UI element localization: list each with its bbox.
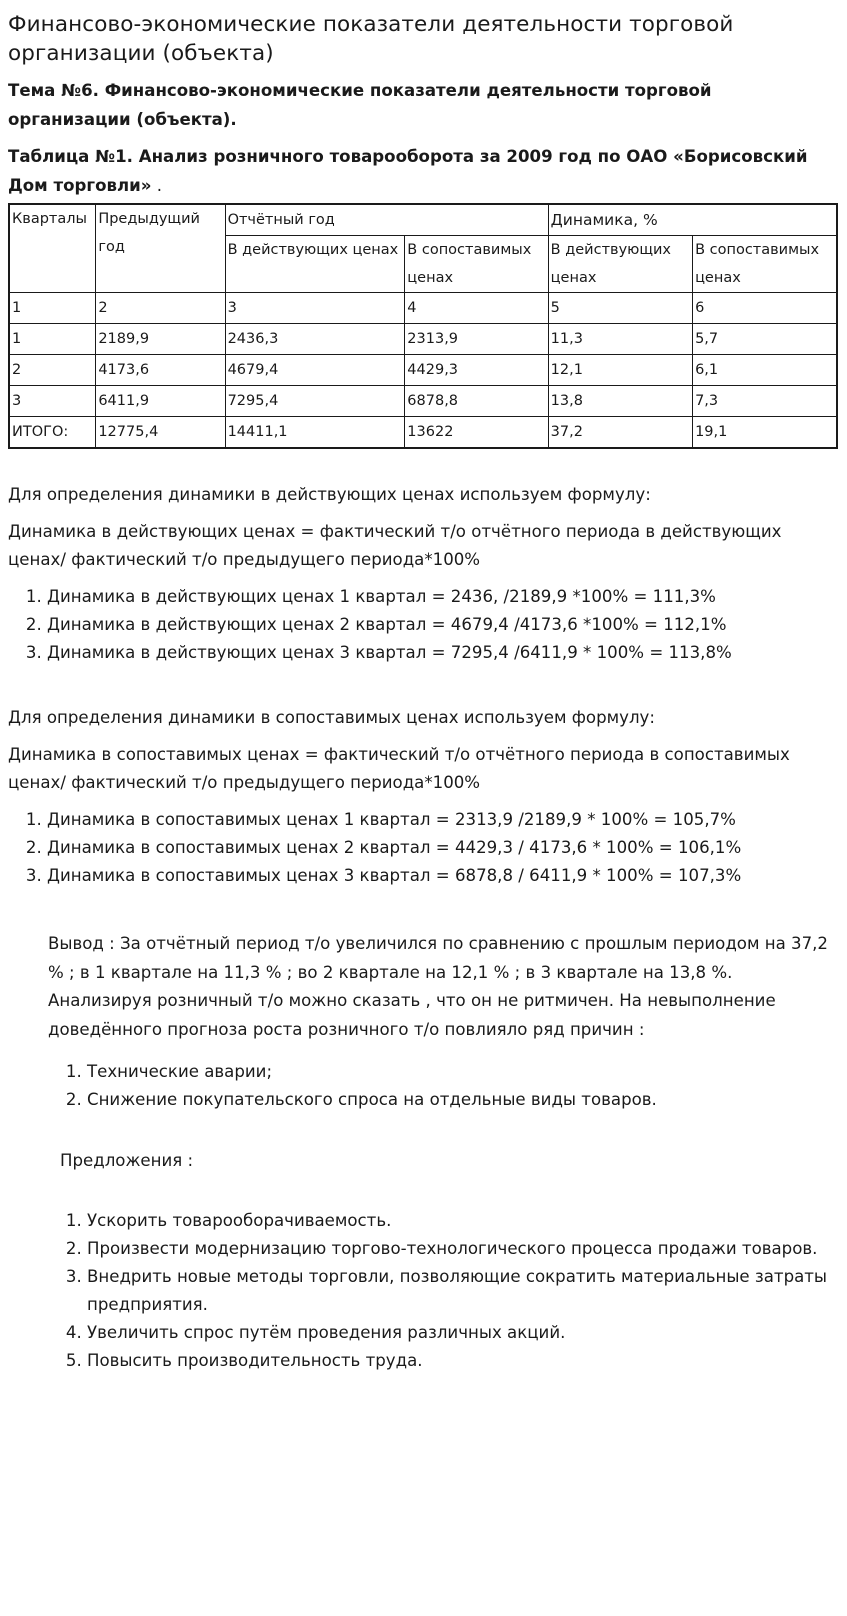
turnover-table [8,203,838,449]
conclusion-block [48,930,839,1375]
list-item: 3. Динамика в действующих ценах 3 квартал = 7295,4 /6411,9 * 100% = 113,8% [47,639,839,667]
header-quarters: Кварталы [9,204,96,293]
table-cell: 7,3 [693,386,837,417]
table-row [9,324,837,355]
table-row [9,386,837,417]
table-cell: 37,2 [548,417,692,449]
column-number: 1 [9,293,96,324]
proposals-list [48,1207,839,1375]
column-number: 2 [96,293,225,324]
column-number: 3 [225,293,405,324]
current-prices-formula: Динамика в действующих ценах = фактический т/о отчётного периода в действующих ценах/ фактический т/о предыдущего периода*100% [8,522,782,569]
list-item: 3. Динамика в сопоставимых ценах 3 квартал = 6878,8 / 6411,9 * 100% = 107,3% [47,862,839,890]
table-row [9,355,837,386]
table-cell: 6878,8 [405,386,548,417]
header-dynamics: Динамика, % [548,204,837,236]
header-reporting-year: Отчётный год [225,204,548,236]
table-cell: 1 [9,324,96,355]
table-cell: 12,1 [548,355,692,386]
header-previous-year: Предыдущий год [96,204,225,293]
header-dynamics-current: В действующих ценах [548,236,692,293]
table-cell: 11,3 [548,324,692,355]
list-item: 5. Повысить производительность труда. [87,1347,839,1375]
current-prices-intro: Для определения динамики в действующих ценах используем формулу: [8,485,651,504]
table-cell: 2 [9,355,96,386]
header-comparable-prices: В сопоставимых ценах [405,236,548,293]
table-cell: 3 [9,386,96,417]
proposals-label: Предложения : [60,1150,194,1170]
topic-heading: Тема №6. Финансово-экономические показатели деятельности торговой организации (объекта). [8,81,712,129]
table-cell: 2436,3 [225,324,405,355]
table-title-tail: . [151,176,163,195]
table-cell: 7295,4 [225,386,405,417]
list-item: 1. Ускорить товарооборачиваемость. [87,1207,839,1235]
list-item: 1. Технические аварии; [87,1058,839,1086]
table-cell: 6,1 [693,355,837,386]
header-current-prices: В действующих ценах [225,236,405,293]
comparable-prices-list [8,806,839,890]
table-cell: 19,1 [693,417,837,449]
table-header-row [9,204,837,236]
table-cell: 6411,9 [96,386,225,417]
column-number: 6 [693,293,837,324]
table-cell: ИТОГО: [9,417,96,449]
table-cell: 4679,4 [225,355,405,386]
list-item: 4. Увеличить спрос путём проведения различных акций. [87,1319,839,1347]
table-cell: 2313,9 [405,324,548,355]
current-prices-list [8,583,839,667]
conclusion-text: Вывод : За отчётный период т/о увеличился по сравнению с прошлым периодом на 37,2 % ; в 1 квартале на 11,3 % ; во 2 квартале на 12,1 % ; в 3 квартале на 13,8 %. Анализируя розничный т/о можно сказать , что он не ритмичен. На невыполнение доведённого прогноза роста розничного т/о повлияло ряд причин : [48,934,828,1039]
comparable-prices-intro: Для определения динамики в сопоставимых ценах используем формулу: [8,708,655,727]
table-cell: 5,7 [693,324,837,355]
table-cell: 4429,3 [405,355,548,386]
list-item: 3. Внедрить новые методы торговли, позволяющие сократить материальные затраты предприятия. [87,1263,839,1319]
list-item: 2. Динамика в действующих ценах 2 квартал = 4679,4 /4173,6 *100% = 112,1% [47,611,839,639]
column-number: 4 [405,293,548,324]
list-item: 2. Произвести модернизацию торгово-технологического процесса продажи товаров. [87,1235,839,1263]
header-dynamics-comparable: В сопоставимых ценах [693,236,837,293]
table-total-row [9,417,837,449]
comparable-prices-formula: Динамика в сопоставимых ценах = фактический т/о отчётного периода в сопоставимых ценах/ фактический т/о предыдущего периода*100% [8,745,790,792]
table-cell: 2189,9 [96,324,225,355]
table-cell: 13,8 [548,386,692,417]
column-number: 5 [548,293,692,324]
list-item: 2. Снижение покупательского спроса на отдельные виды товаров. [87,1086,839,1114]
table-title [8,142,839,200]
table-cell: 4173,6 [96,355,225,386]
page-title: Финансово-экономические показатели деятельности торговой организации (объекта) [8,12,734,66]
table-cell: 12775,4 [96,417,225,449]
list-item: 1. Динамика в сопоставимых ценах 1 квартал = 2313,9 /2189,9 * 100% = 105,7% [47,806,839,834]
table-title-text: Таблица №1. Анализ розничного товарооборота за 2009 год по ОАО «Борисовский Дом торговли» [8,147,808,195]
table-cell: 13622 [405,417,548,449]
list-item: 1. Динамика в действующих ценах 1 квартал = 2436, /2189,9 *100% = 111,3% [47,583,839,611]
list-item: 2. Динамика в сопоставимых ценах 2 квартал = 4429,3 / 4173,6 * 100% = 106,1% [47,834,839,862]
table-cell: 14411,1 [225,417,405,449]
column-numbers-row [9,293,837,324]
reasons-list [48,1058,839,1114]
